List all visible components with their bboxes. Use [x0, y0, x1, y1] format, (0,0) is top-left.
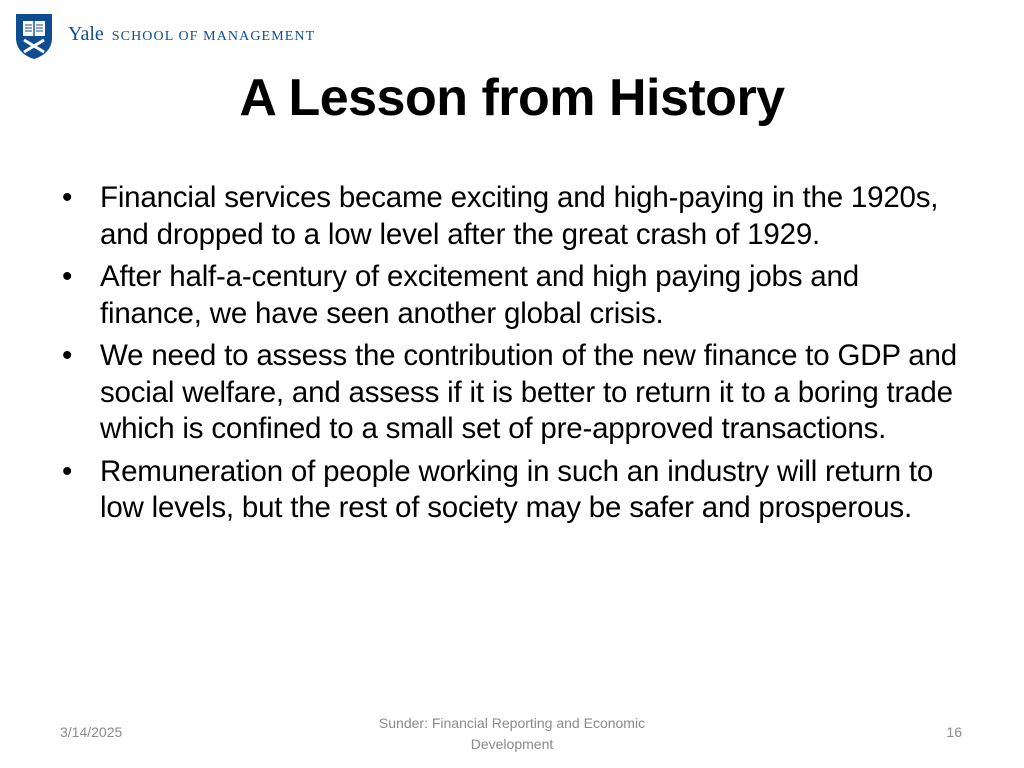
brand-primary: Yale [68, 23, 104, 45]
slide-title: A Lesson from History [239, 69, 785, 127]
slide-header [14, 12, 315, 64]
brand-wordmark [68, 23, 315, 46]
bullet-item [60, 454, 965, 527]
bullet-item [60, 180, 965, 253]
bullet-text: After half-a-century of excitement and high paying jobs and finance, we have seen another global crisis. [100, 260, 859, 330]
bullet-item [60, 259, 965, 332]
bullet-glyph: • [62, 454, 73, 488]
bullet-text: Financial services became exciting and high-paying in the 1920s, and dropped to a low level after the great crash of 1929. [100, 181, 939, 251]
page-number: 16 [946, 724, 962, 740]
bullet-glyph: • [62, 181, 73, 214]
brand-secondary: SCHOOL OF MANAGEMENT [111, 29, 316, 44]
bullet-glyph: • [62, 339, 73, 372]
bullet-list [60, 180, 965, 533]
bullet-text: We need to assess the contribution of the new finance to GDP and social welfare, and assess if it is better to return it to a boring trade which is confined to a small set of pre-approved transactions. [100, 339, 957, 445]
bullet-glyph: • [62, 260, 73, 293]
footer-center-text: Sunder: Financial Reporting and Economic Development [378, 715, 646, 752]
bullet-item [60, 338, 965, 448]
yale-shield-icon [14, 12, 54, 60]
bullet-text: Remuneration of people working in such an industry will return to low levels, but the rest of society may be safer and prosperous. [100, 454, 934, 524]
footer-date: 3/14/2025 [60, 724, 123, 740]
